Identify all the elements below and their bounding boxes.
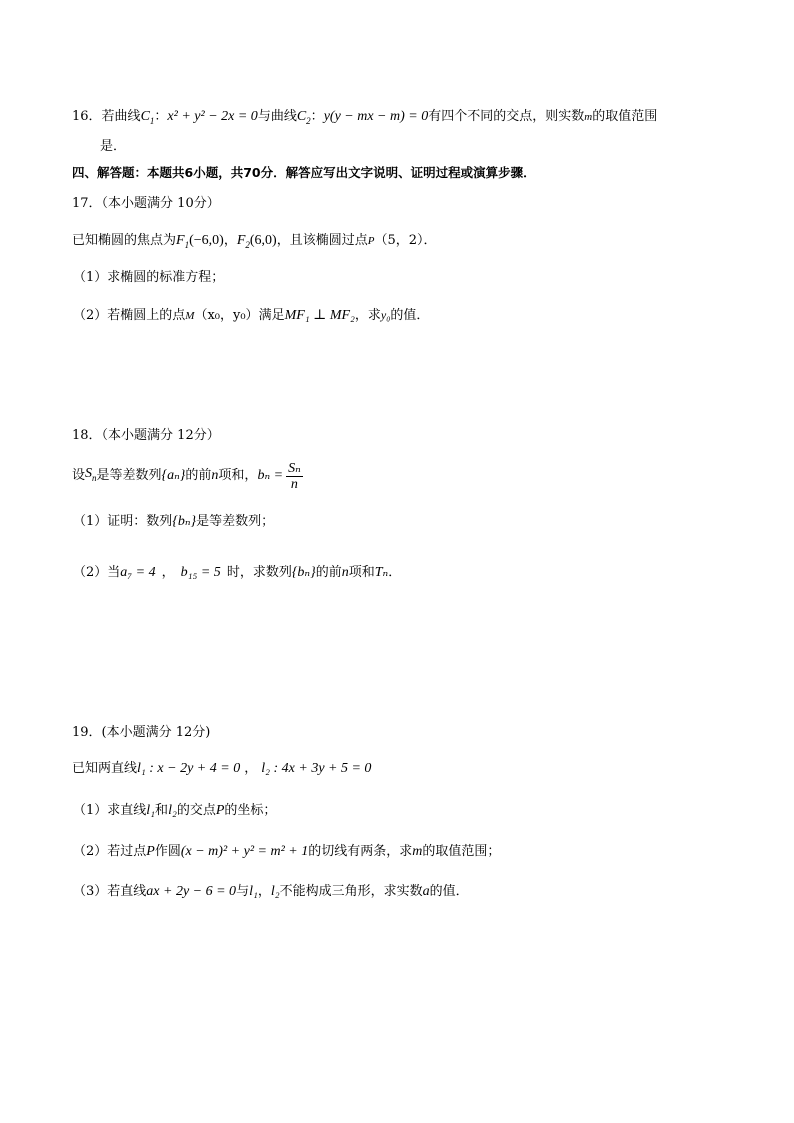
focus-f1: $F_1(-6,0)$ [176, 233, 224, 250]
point-p-2: P [146, 844, 155, 859]
q17-part-1: （1）求椭圆的标准方程； [73, 270, 225, 285]
q17-heading: 17．（本小题满分 10分） [72, 196, 220, 211]
q19-text-1: 已知两直线 [72, 761, 138, 776]
q19-part-1-text-4: 的坐标； [224, 803, 277, 818]
line-l2-equation: l₂ : 4x + 3y + 5 = 0 [261, 761, 372, 776]
q19-part-3-text-3: 不能构成三角形，求实数 [279, 884, 423, 899]
q16-equation-2: y(y − mx − m) = 0 [323, 109, 429, 124]
q19-part-1-text-3: 的交点 [176, 803, 216, 818]
q17-text-1: 已知椭圆的焦点为 [72, 233, 177, 248]
var-a: a [422, 884, 430, 899]
q19-part-2-text-1: （2）若过点 [73, 844, 147, 859]
condition-a7: a₇ = 4 [120, 565, 156, 580]
point-p: P [367, 235, 375, 247]
line-l1: l₁ [146, 803, 156, 818]
q16-number: 16． [72, 109, 102, 124]
section-4-heading: 四、解答题：本题共6小题，共70分．解答应写出文字说明、证明过程或演算步骤． [72, 165, 536, 180]
q17-part-2-text-2: 满足 [258, 308, 285, 323]
q18-heading: 18．（本小题满分 12分） [72, 428, 220, 443]
q19-part-1 [73, 801, 276, 821]
q16-text-3: 有四个不同的交点，则实数 [428, 109, 585, 124]
q16-text-2: 与曲线 [257, 109, 297, 124]
q18-part-2-text-4: 项和 [348, 565, 375, 580]
q19-comma: ， [244, 761, 258, 776]
q17-part-2-text-4: 的值． [390, 308, 430, 323]
var-n: n [211, 468, 219, 483]
q19-part-1-text-2: 和 [155, 803, 169, 818]
q19-part-3-comma: ， [257, 884, 271, 899]
q19-part-3-text-4: 的值． [429, 884, 469, 899]
var-y0: y₀ [380, 308, 391, 322]
var-n-2: n [341, 565, 349, 580]
line-l1-ref: l₁ [249, 884, 258, 899]
q16-equation-1: x² + y² − 2x = 0 [167, 109, 258, 124]
line-3-equation: ax + 2y − 6 = 0 [146, 884, 237, 899]
q19-heading: 19．(本小题满分 12分) [72, 725, 211, 740]
q18-text-1: 设 [72, 468, 86, 483]
q18-part-2-text-3: 的前 [315, 565, 342, 580]
q16-colon-1: ： [154, 109, 168, 124]
bn-definition: bₙ = [257, 468, 284, 483]
q18-statement [72, 458, 303, 494]
perpendicular-condition: MF₁ ⊥ MF₂ [284, 308, 355, 323]
var-m: m [412, 844, 423, 859]
q18-part-1-text-1: （1）证明：数列 [73, 514, 173, 529]
q18-part-1-text-2: 是等差数列； [196, 514, 275, 529]
line-l2: l₂ [168, 803, 177, 818]
q18-part-2-text-1: （2）当 [73, 565, 121, 580]
q18-part-2 [73, 563, 401, 583]
q18-part-2-period: ． [388, 565, 402, 580]
curve-c1: $C_1$ [140, 109, 155, 126]
q18-text-3: 的前 [185, 468, 212, 483]
q16-line-2: 是． [100, 139, 127, 154]
q19-part-2 [73, 842, 500, 862]
point-m: M [185, 310, 195, 322]
q16-line-1 [72, 107, 657, 131]
curve-c2: $C_2$ [296, 109, 311, 126]
q19-part-2-text-4: 的取值范围； [422, 844, 501, 859]
sequence-bn: {bₙ} [172, 514, 197, 529]
circle-equation: (x − m)² + y² = m² + 1 [180, 844, 309, 859]
sum-sn: $S_n$ [85, 466, 97, 483]
point-p-value: （5，2）． [374, 233, 437, 248]
q19-part-3-text-2: 与 [236, 884, 250, 899]
intersection-p: P [215, 803, 225, 818]
q19-part-1-text-1: （1）求直线 [73, 803, 147, 818]
point-m-value: （x₀，y₀） [194, 308, 259, 323]
q17-statement [72, 231, 437, 255]
q17-text-2: ，且该椭圆过点 [276, 233, 368, 248]
focus-f2: $F_2(6,0)$ [236, 233, 277, 250]
sequence-an: {aₙ} [161, 468, 186, 483]
q18-text-2: 是等差数列 [96, 468, 162, 483]
q18-part-2-text-2: 时，求数列 [226, 565, 292, 580]
q19-part-3-text-1: （3）若直线 [73, 884, 147, 899]
q16-text-1: 若曲线 [101, 109, 141, 124]
q17-part-2 [73, 305, 429, 326]
q16-text-4: 的取值范围 [592, 109, 658, 124]
q18-text-4: 项和， [218, 468, 258, 483]
sequence-bn-2: {bₙ} [291, 565, 316, 580]
q16-var-m: m [584, 111, 593, 123]
q19-part-3 [73, 882, 469, 902]
line-l1-equation: l₁ : x − 2y + 4 = 0 [137, 761, 241, 776]
sum-tn: Tₙ [374, 565, 389, 580]
q18-part-2-comma: ， [161, 565, 175, 580]
line-l2-ref: l₂ [270, 884, 280, 899]
q18-part-1 [73, 512, 274, 532]
q19-part-2-text-3: 的切线有两条，求 [308, 844, 413, 859]
q19-statement [72, 759, 371, 779]
q17-comma: ， [223, 233, 237, 248]
q19-part-2-text-2: 作圆 [154, 844, 181, 859]
q17-part-2-text-1: （2）若椭圆上的点 [73, 308, 186, 323]
q17-part-2-text-3: ，求 [354, 308, 381, 323]
q16-colon-2: ： [310, 109, 324, 124]
fraction-sn-over-n: $\frac{\text{Sₙ}}{n}$ [288, 460, 301, 492]
condition-b15: b₁₅ = 5 [180, 565, 221, 580]
